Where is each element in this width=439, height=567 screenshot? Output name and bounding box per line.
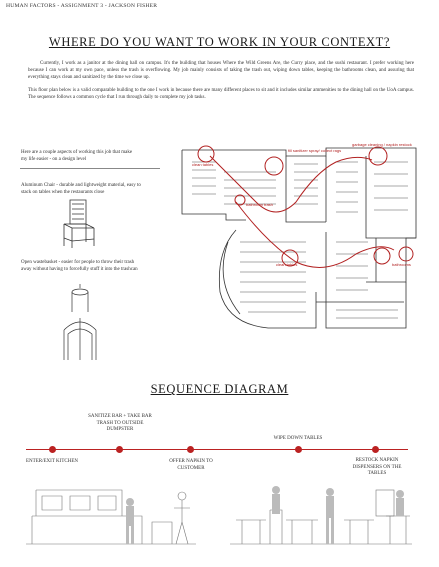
step-marker-4 xyxy=(295,446,302,453)
sequence-title: SEQUENCE DIAGRAM xyxy=(150,382,289,396)
document-header: HUMAN FACTORS - ASSIGNMENT 3 - JACKSON FISHER xyxy=(6,3,158,9)
step-marker-1 xyxy=(49,446,56,453)
step-label-5: RESTOCK NAPKIN DISPENSERS ON THE TABLES xyxy=(352,458,402,476)
step-label-1: ENTER/EXIT KITCHEN xyxy=(26,459,78,464)
sequence-timeline xyxy=(26,449,408,450)
aspect-basket-text: Open wastebasket - easier for people to throw their trash away without having to forcefully stuff it into the trashcan xyxy=(21,260,138,272)
step-marker-3 xyxy=(187,446,194,453)
wastebasket-icon xyxy=(60,282,110,362)
floor-plan xyxy=(176,142,424,356)
label-napkins-top: garbage cleaning / napkin restock xyxy=(352,142,412,147)
step-marker-5 xyxy=(372,446,379,453)
label-trash-top: fill sanitizer spray/ collect rags xyxy=(288,148,342,153)
chair-icon xyxy=(56,198,101,250)
sequence-sketch-dining xyxy=(226,476,416,548)
label-wipe-tables-center: clean tables xyxy=(276,262,298,267)
sequence-sketch-kitchen-bar xyxy=(22,476,200,548)
divider xyxy=(20,168,160,169)
intro-paragraph-2: This floor plan below is a valid comparable building to the one I work in because there are many different places to sit and it includes similar ammenities to the dining hall on the UoA campus. The sequence follows a common cycle that I run through daily to complete my job tasks. xyxy=(28,88,414,100)
intro-paragraph-1: Currently, I work as a janitor at the dining hall on campus. It's the building that houses Where the Wild Greens Are, the Curry place, and the sushi restaurant. I prefer working here because I can work at my own pace, unless the trash is overflowing. My job mainly consists of taking the trash out, wiping down tables, keeping the bathrooms clean, and assuring that everything stays clean and sanitized by the time we close up. xyxy=(28,61,414,80)
label-wipe-tables-left: clean tables xyxy=(192,162,214,167)
aspects-intro: Here are a couple aspects of working this job that make my life easier - on a design level xyxy=(21,150,133,162)
step-marker-2 xyxy=(116,446,123,453)
aspect-chair-text: Aluminum Chair - durable and lightweight material, easy to stack on tables when the restaurants close xyxy=(21,183,141,195)
step-label-2: SANITIZE BAR + TAKE BAR TRASH TO OUTSIDE DUMPSTER xyxy=(88,414,152,432)
page-title: WHERE DO YOU WANT TO WORK IN YOUR CONTEXT? xyxy=(48,35,391,49)
label-bathrooms-right: bathrooms xyxy=(392,262,411,267)
step-label-4: WIPE DOWN TABLES xyxy=(273,436,323,441)
step-label-3: OFFER NAPKIN TO CUSTOMER xyxy=(169,459,213,471)
label-bathrooms-left: bathroom trash xyxy=(246,202,273,207)
